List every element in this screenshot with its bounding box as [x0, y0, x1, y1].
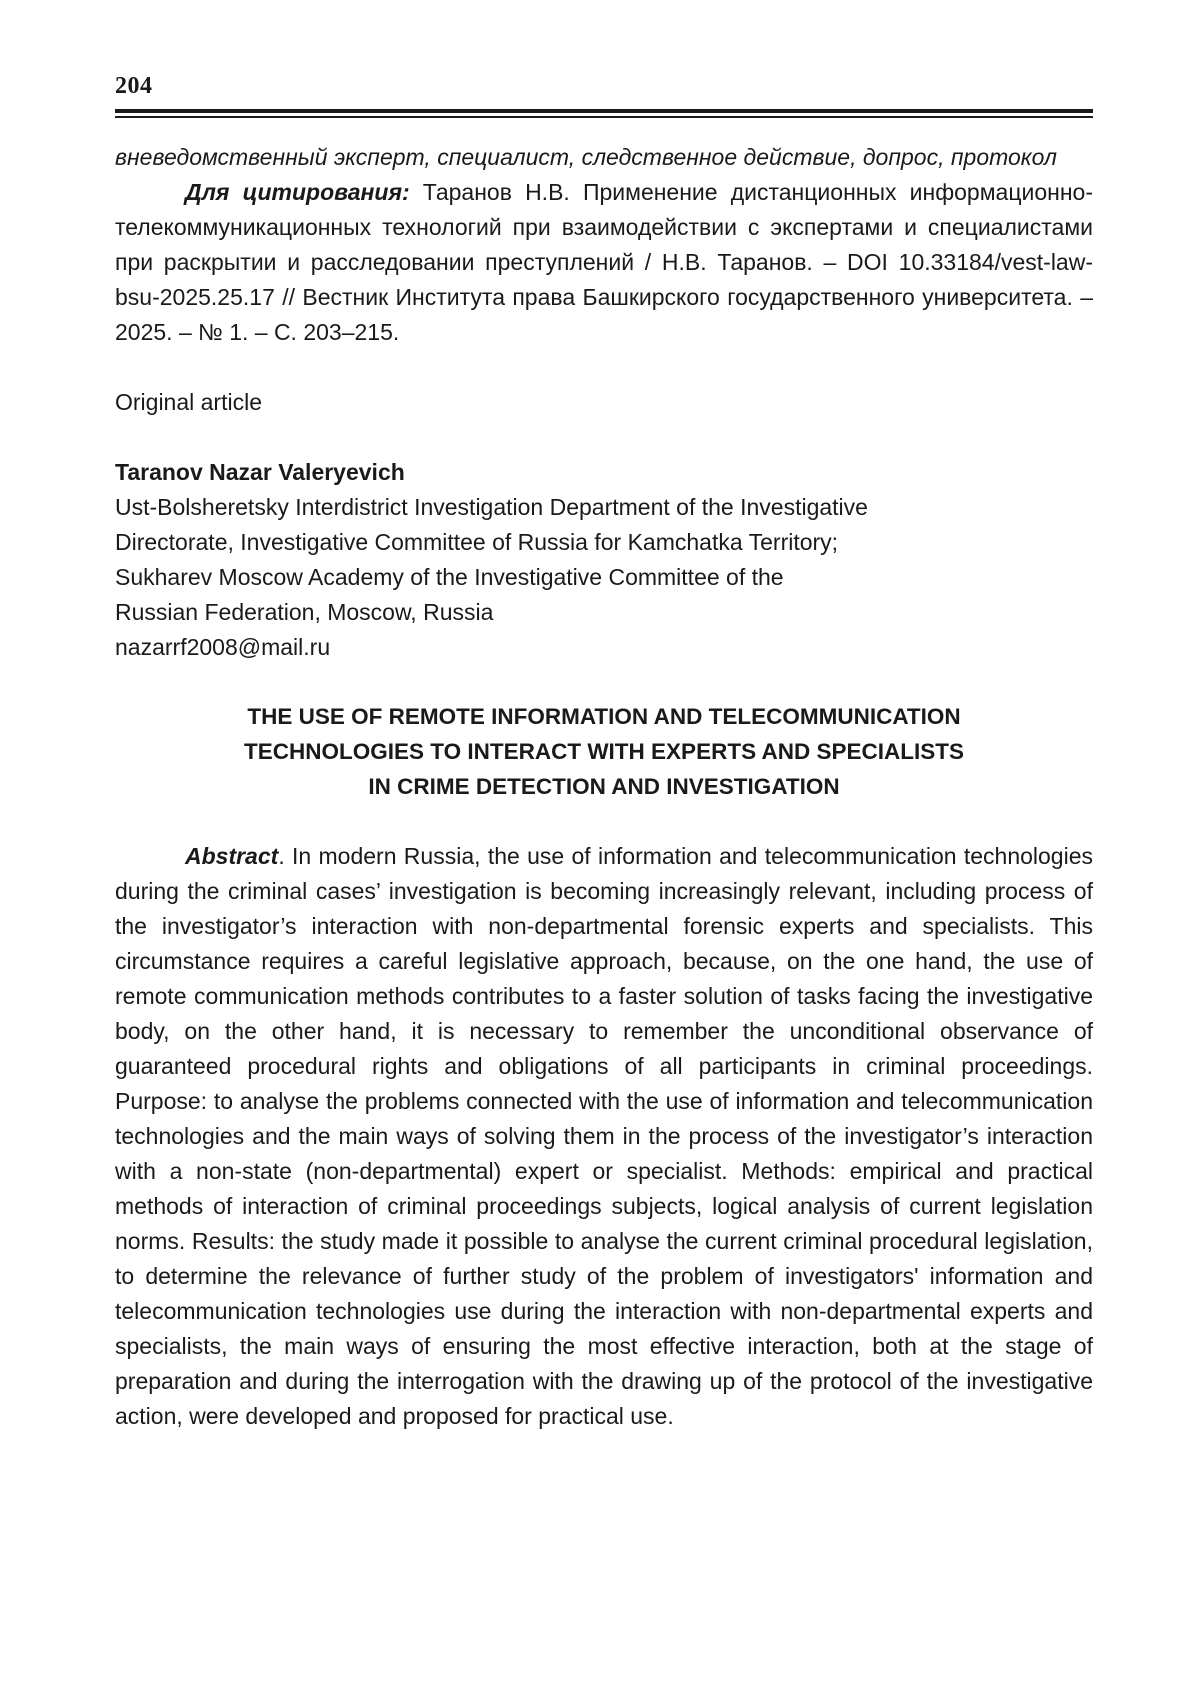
- author-affiliation-line: Ust-Bolsheretsky Interdistrict Investigation Department of the Investigative: [115, 494, 868, 520]
- page-number: 204: [115, 73, 153, 99]
- author-name: Taranov Nazar Valeryevich: [115, 459, 405, 485]
- citation-label: Для цитирования:: [185, 179, 410, 205]
- article-title: [115, 699, 1093, 804]
- header-rule-thin: [115, 116, 1093, 118]
- article-title-line: IN CRIME DETECTION AND INVESTIGATION: [368, 774, 840, 799]
- author-email: nazarrf2008@mail.ru: [115, 634, 331, 660]
- article-title-line: TECHNOLOGIES TO INTERACT WITH EXPERTS AND SPECIALISTS: [243, 739, 965, 764]
- article-title-line: THE USE OF REMOTE INFORMATION AND TELECOMMUNICATION: [247, 704, 961, 729]
- spacer: [115, 350, 1093, 385]
- keywords-continuation: вневедомственный эксперт, специалист, следственное действие, допрос, протокол: [115, 144, 1057, 170]
- article-type: Original article: [115, 389, 262, 415]
- header-rule-thick: [115, 109, 1093, 113]
- author-affiliation-line: Russian Federation, Moscow, Russia: [115, 599, 494, 625]
- abstract-paragraph: [115, 839, 1093, 1434]
- spacer: [115, 420, 1093, 455]
- author-affiliation-line: Sukharev Moscow Academy of the Investigative Committee of the: [115, 564, 784, 590]
- abstract-label: Abstract: [185, 843, 279, 869]
- author-affiliation-line: Directorate, Investigative Committee of Russia for Kamchatka Territory;: [115, 529, 839, 555]
- page-content: [115, 140, 1093, 1434]
- citation-paragraph: [115, 175, 1093, 350]
- abstract-text: . In modern Russia, the use of information and telecommunication technologies during the criminal cases’ investigation is becoming increasingly relevant, including process of the investigator’s interaction with non-departmental forensic experts and specialists. This circumstance requires a careful legislative approach, because, on the one hand, the use of remote communication methods contributes to a faster solution of tasks facing the investigative body, on the other hand, it is necessary to remember the unconditional observance of guaranteed procedural rights and obligations of all participants in criminal proceedings. Purpose: to analyse the problems connected with the use of information and telecommunication technologies and the main ways of solving them in the process of the investigator’s interaction with a non-state (non-departmental) expert or specialist. Methods: empirical and practical methods of interaction of criminal proceedings subjects, logical analysis of current legislation norms. Results: the study made it possible to analyse the current criminal procedural legislation, to determine the relevance of further study of the problem of investigators' information and telecommunication technologies use during the interaction with non-departmental experts and specialists, the main ways of ensuring the most effective interaction, both at the stage of preparation and during the interrogation with the drawing up of the protocol of the investigative action, were developed and proposed for practical use.: [115, 843, 1093, 1429]
- citation-text: Таранов Н.В. Применение дистанционных информационно-телекоммуникационных технологий при взаимодействии с экспертами и специалистами при раскрытии и расследовании преступлений / Н.В. Таранов. – DOI 10.33184/vest-law-bsu-2025.25.17 // Вестник Института права Башкирского государственного университета. – 2025. – № 1. – С. 203–215.: [115, 179, 1093, 345]
